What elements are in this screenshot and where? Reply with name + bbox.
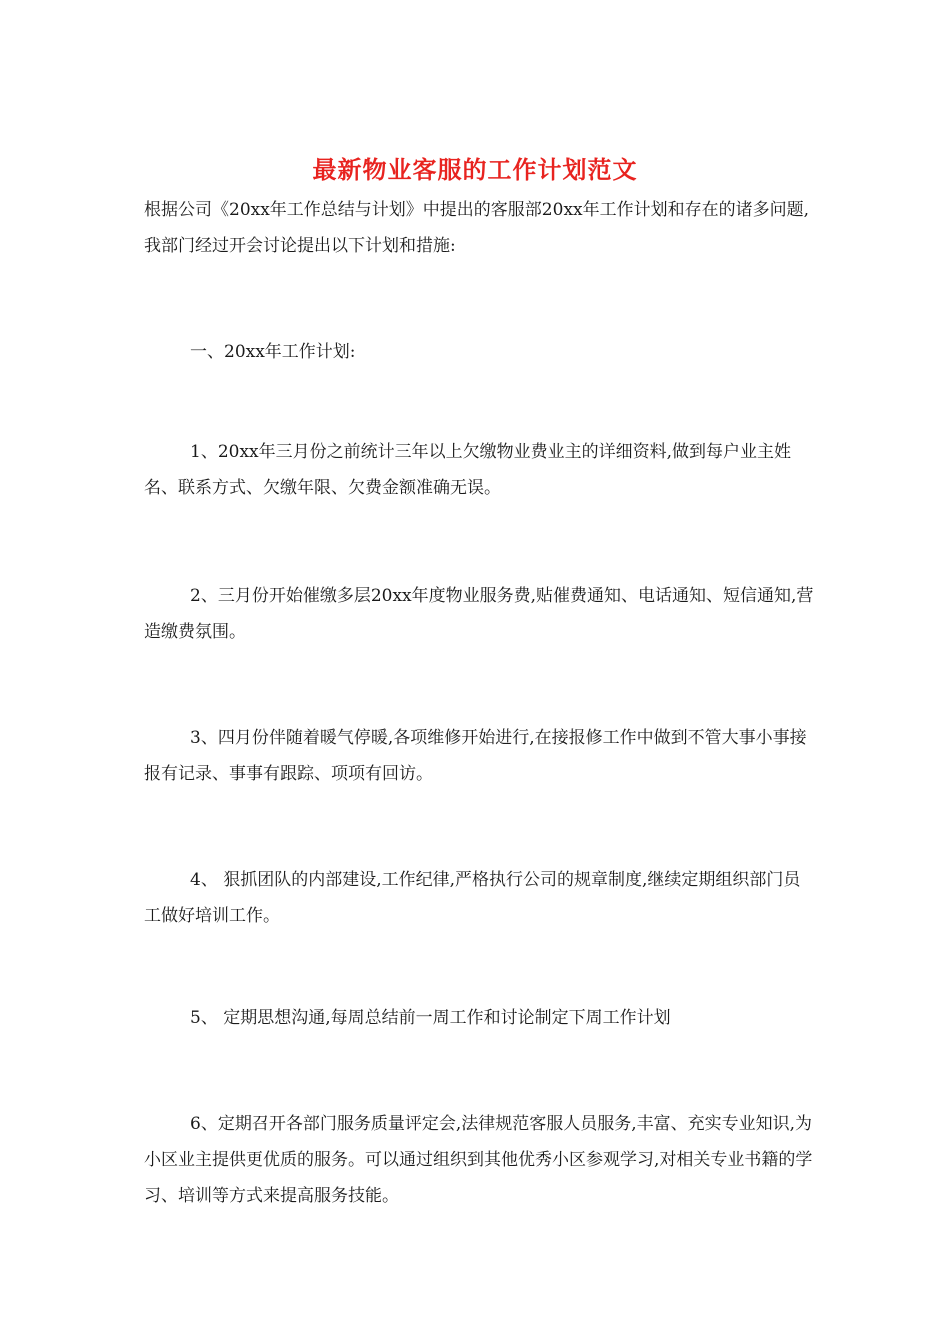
plan-item-4: 4、 狠抓团队的内部建设,工作纪律,严格执行公司的规章制度,继续定期组织部门员工做好培训工作。 bbox=[144, 870, 801, 926]
document-title: 最新物业客服的工作计划范文 bbox=[312, 155, 638, 184]
plan-item-6: 6、定期召开各部门服务质量评定会,法律规范客服人员服务,丰富、充实专业知识,为小区业主提供更优质的服务。可以通过组织到其他优秀小区参观学习,对相关专业书籍的学习、培训等方式来提高服务技能。 bbox=[144, 1114, 813, 1206]
plan-item-1: 1、20xx年三月份之前统计三年以上欠缴物业费业主的详细资料,做到每户业主姓名、联系方式、欠缴年限、欠费金额准确无误。 bbox=[144, 442, 792, 498]
section-heading: 一、20xx年工作计划: bbox=[190, 342, 356, 362]
intro-paragraph: 根据公司《20xx年工作总结与计划》中提出的客服部20xx年工作计划和存在的诸多问题,我部门经过开会讨论提出以下计划和措施: bbox=[144, 200, 810, 256]
plan-item-2: 2、三月份开始催缴多层20xx年度物业服务费,贴催费通知、电话通知、短信通知,营造缴费氛围。 bbox=[144, 586, 814, 642]
plan-item-3: 3、四月份伴随着暖气停暖,各项维修开始进行,在接报修工作中做到不管大事小事接报有记录、事事有跟踪、项项有回访。 bbox=[144, 728, 807, 784]
plan-item-5: 5、 定期思想沟通,每周总结前一周工作和讨论制定下周工作计划 bbox=[190, 1008, 671, 1028]
